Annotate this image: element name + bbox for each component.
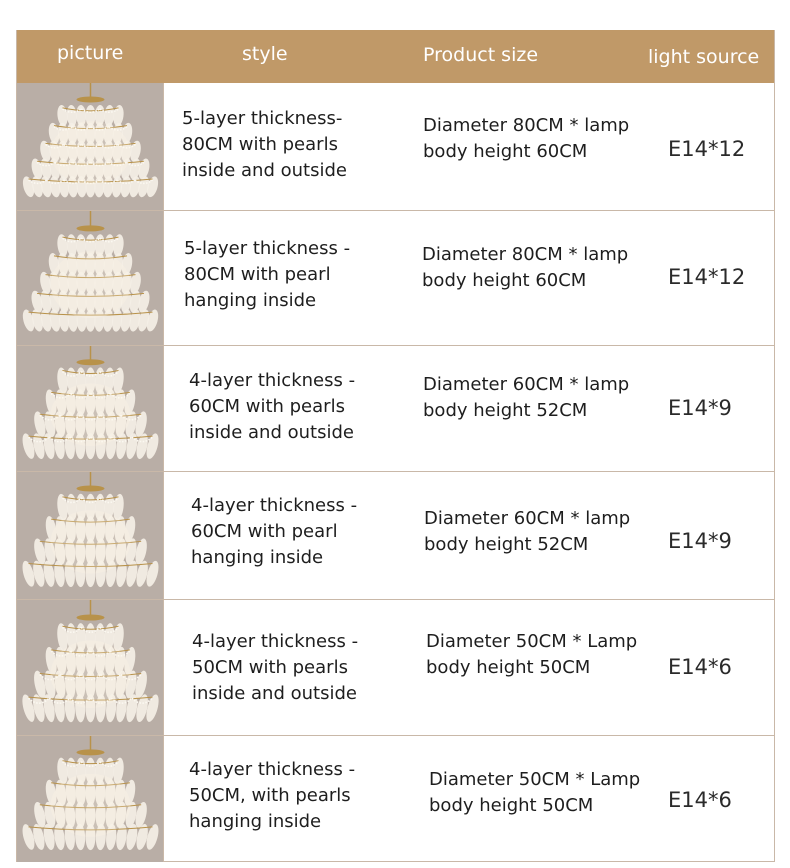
chandelier-photo [17, 600, 164, 735]
style-cell: 4-layer thickness - 60CM with pearl hanging inside [191, 495, 358, 568]
chandelier-illustration [17, 472, 164, 599]
header-style: style [242, 43, 288, 65]
size-cell: Diameter 50CM * Lamp body height 50CM [429, 769, 641, 816]
header-picture: picture [57, 42, 124, 64]
chandelier-illustration [17, 83, 164, 210]
table-row [17, 472, 774, 600]
size-cell: Diameter 60CM * lamp body height 52CM [423, 374, 630, 421]
light-cell: E14*9 [668, 396, 732, 420]
table-header [17, 30, 774, 83]
size-cell: Diameter 50CM * Lamp body height 50CM [426, 631, 638, 678]
chandelier-photo [17, 211, 164, 345]
light-cell: E14*6 [668, 788, 732, 812]
spec-table [16, 30, 775, 862]
table-row [17, 83, 774, 211]
chandelier-illustration [17, 600, 164, 735]
light-cell: E14*12 [668, 265, 746, 289]
style-cell: 5-layer thickness- 80CM with pearls inside and outside [182, 108, 347, 181]
table-row [17, 211, 774, 346]
table-row [17, 346, 774, 472]
size-cell: Diameter 80CM * lamp body height 60CM [423, 115, 630, 162]
light-cell: E14*6 [668, 655, 732, 679]
style-cell: 5-layer thickness - 80CM with pearl hanging inside [184, 238, 351, 311]
size-cell: Diameter 80CM * lamp body height 60CM [422, 244, 629, 291]
chandelier-photo [17, 346, 164, 471]
style-cell: 4-layer thickness - 50CM with pearls inside and outside [192, 631, 359, 704]
size-cell: Diameter 60CM * lamp body height 52CM [424, 508, 631, 555]
header-product-size: Product size [423, 44, 539, 66]
style-cell: 4-layer thickness - 50CM, with pearls hanging inside [189, 759, 356, 832]
chandelier-illustration [17, 211, 164, 345]
chandelier-illustration [17, 736, 164, 862]
light-cell: E14*12 [668, 137, 746, 161]
chandelier-photo [17, 736, 164, 862]
chandelier-photo [17, 83, 164, 210]
chandelier-photo [17, 472, 164, 599]
chandelier-illustration [17, 346, 164, 471]
light-cell: E14*9 [668, 529, 732, 553]
table-row [17, 600, 774, 736]
table-row [17, 736, 774, 862]
header-light-source: light source [648, 46, 760, 68]
style-cell: 4-layer thickness - 60CM with pearls inside and outside [189, 370, 356, 443]
